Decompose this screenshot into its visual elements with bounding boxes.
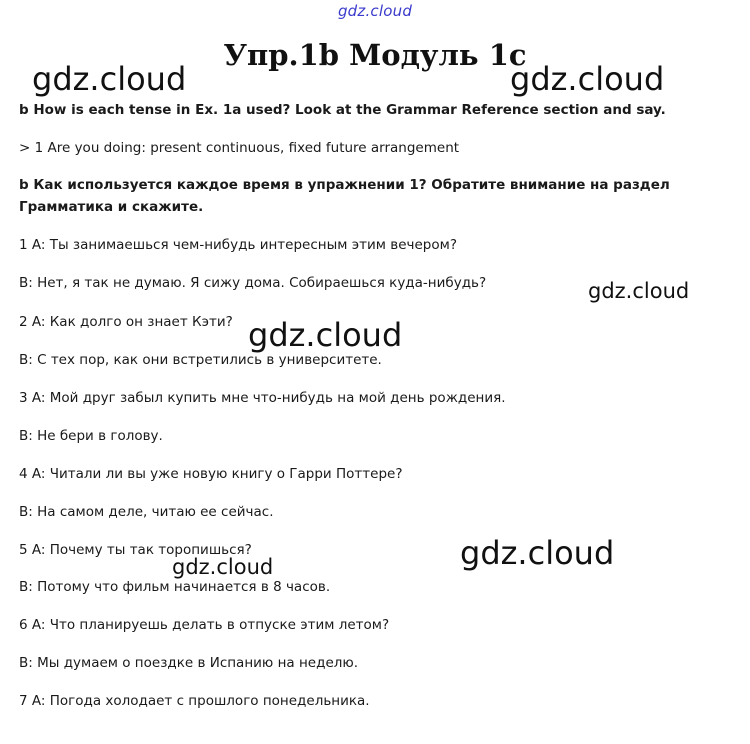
dialogue-line: 2 A: Как долго он знает Кэти? <box>19 314 233 330</box>
page-title: Упр.1b Модуль 1c <box>223 38 527 72</box>
watermark-top-link: gdz.cloud <box>337 2 413 20</box>
watermark: gdz.cloud <box>32 60 187 98</box>
task-english: b How is each tense in Ex. 1a used? Look at the Grammar Reference section and say. <box>19 102 666 118</box>
dialogue-line: 4 A: Читали ли вы уже новую книгу о Гарри Поттере? <box>19 466 403 482</box>
watermark: gdz.cloud <box>510 60 665 98</box>
task-russian: b Как используется каждое время в упражнении 1? Обратите внимание на раздел Грамматика и скажите. <box>19 177 670 215</box>
watermark: gdz.cloud <box>460 534 615 572</box>
dialogue-line: B: Нет, я так не думаю. Я сижу дома. Собираешься куда-нибудь? <box>19 275 487 291</box>
dialogue-line: B: С тех пор, как они встретились в университете. <box>19 352 382 368</box>
dialogue-line: 5 A: Почему ты так торопишься? <box>19 542 252 558</box>
watermark: gdz.cloud <box>172 555 274 579</box>
dialogue-line: 3 A: Мой друг забыл купить мне что-нибудь на мой день рождения. <box>19 390 506 406</box>
watermark: gdz.cloud <box>588 279 690 303</box>
dialogue-line: B: Потому что фильм начинается в 8 часов. <box>19 579 331 595</box>
answer-line: > 1 Are you doing: present continuous, fixed future arrangement <box>19 140 460 156</box>
dialogue-line: B: На самом деле, читаю ее сейчас. <box>19 504 274 520</box>
dialogue-line: 6 A: Что планируешь делать в отпуске этим летом? <box>19 617 390 633</box>
dialogue-line: 7 A: Погода холодает с прошлого понедельника. <box>19 693 370 709</box>
dialogue-line: B: Мы думаем о поездке в Испанию на неделю. <box>19 655 359 671</box>
watermark: gdz.cloud <box>248 316 403 354</box>
dialogue-line: B: Не бери в голову. <box>19 428 163 444</box>
dialogue-line: 1 A: Ты занимаешься чем-нибудь интересным этим вечером? <box>19 237 457 253</box>
